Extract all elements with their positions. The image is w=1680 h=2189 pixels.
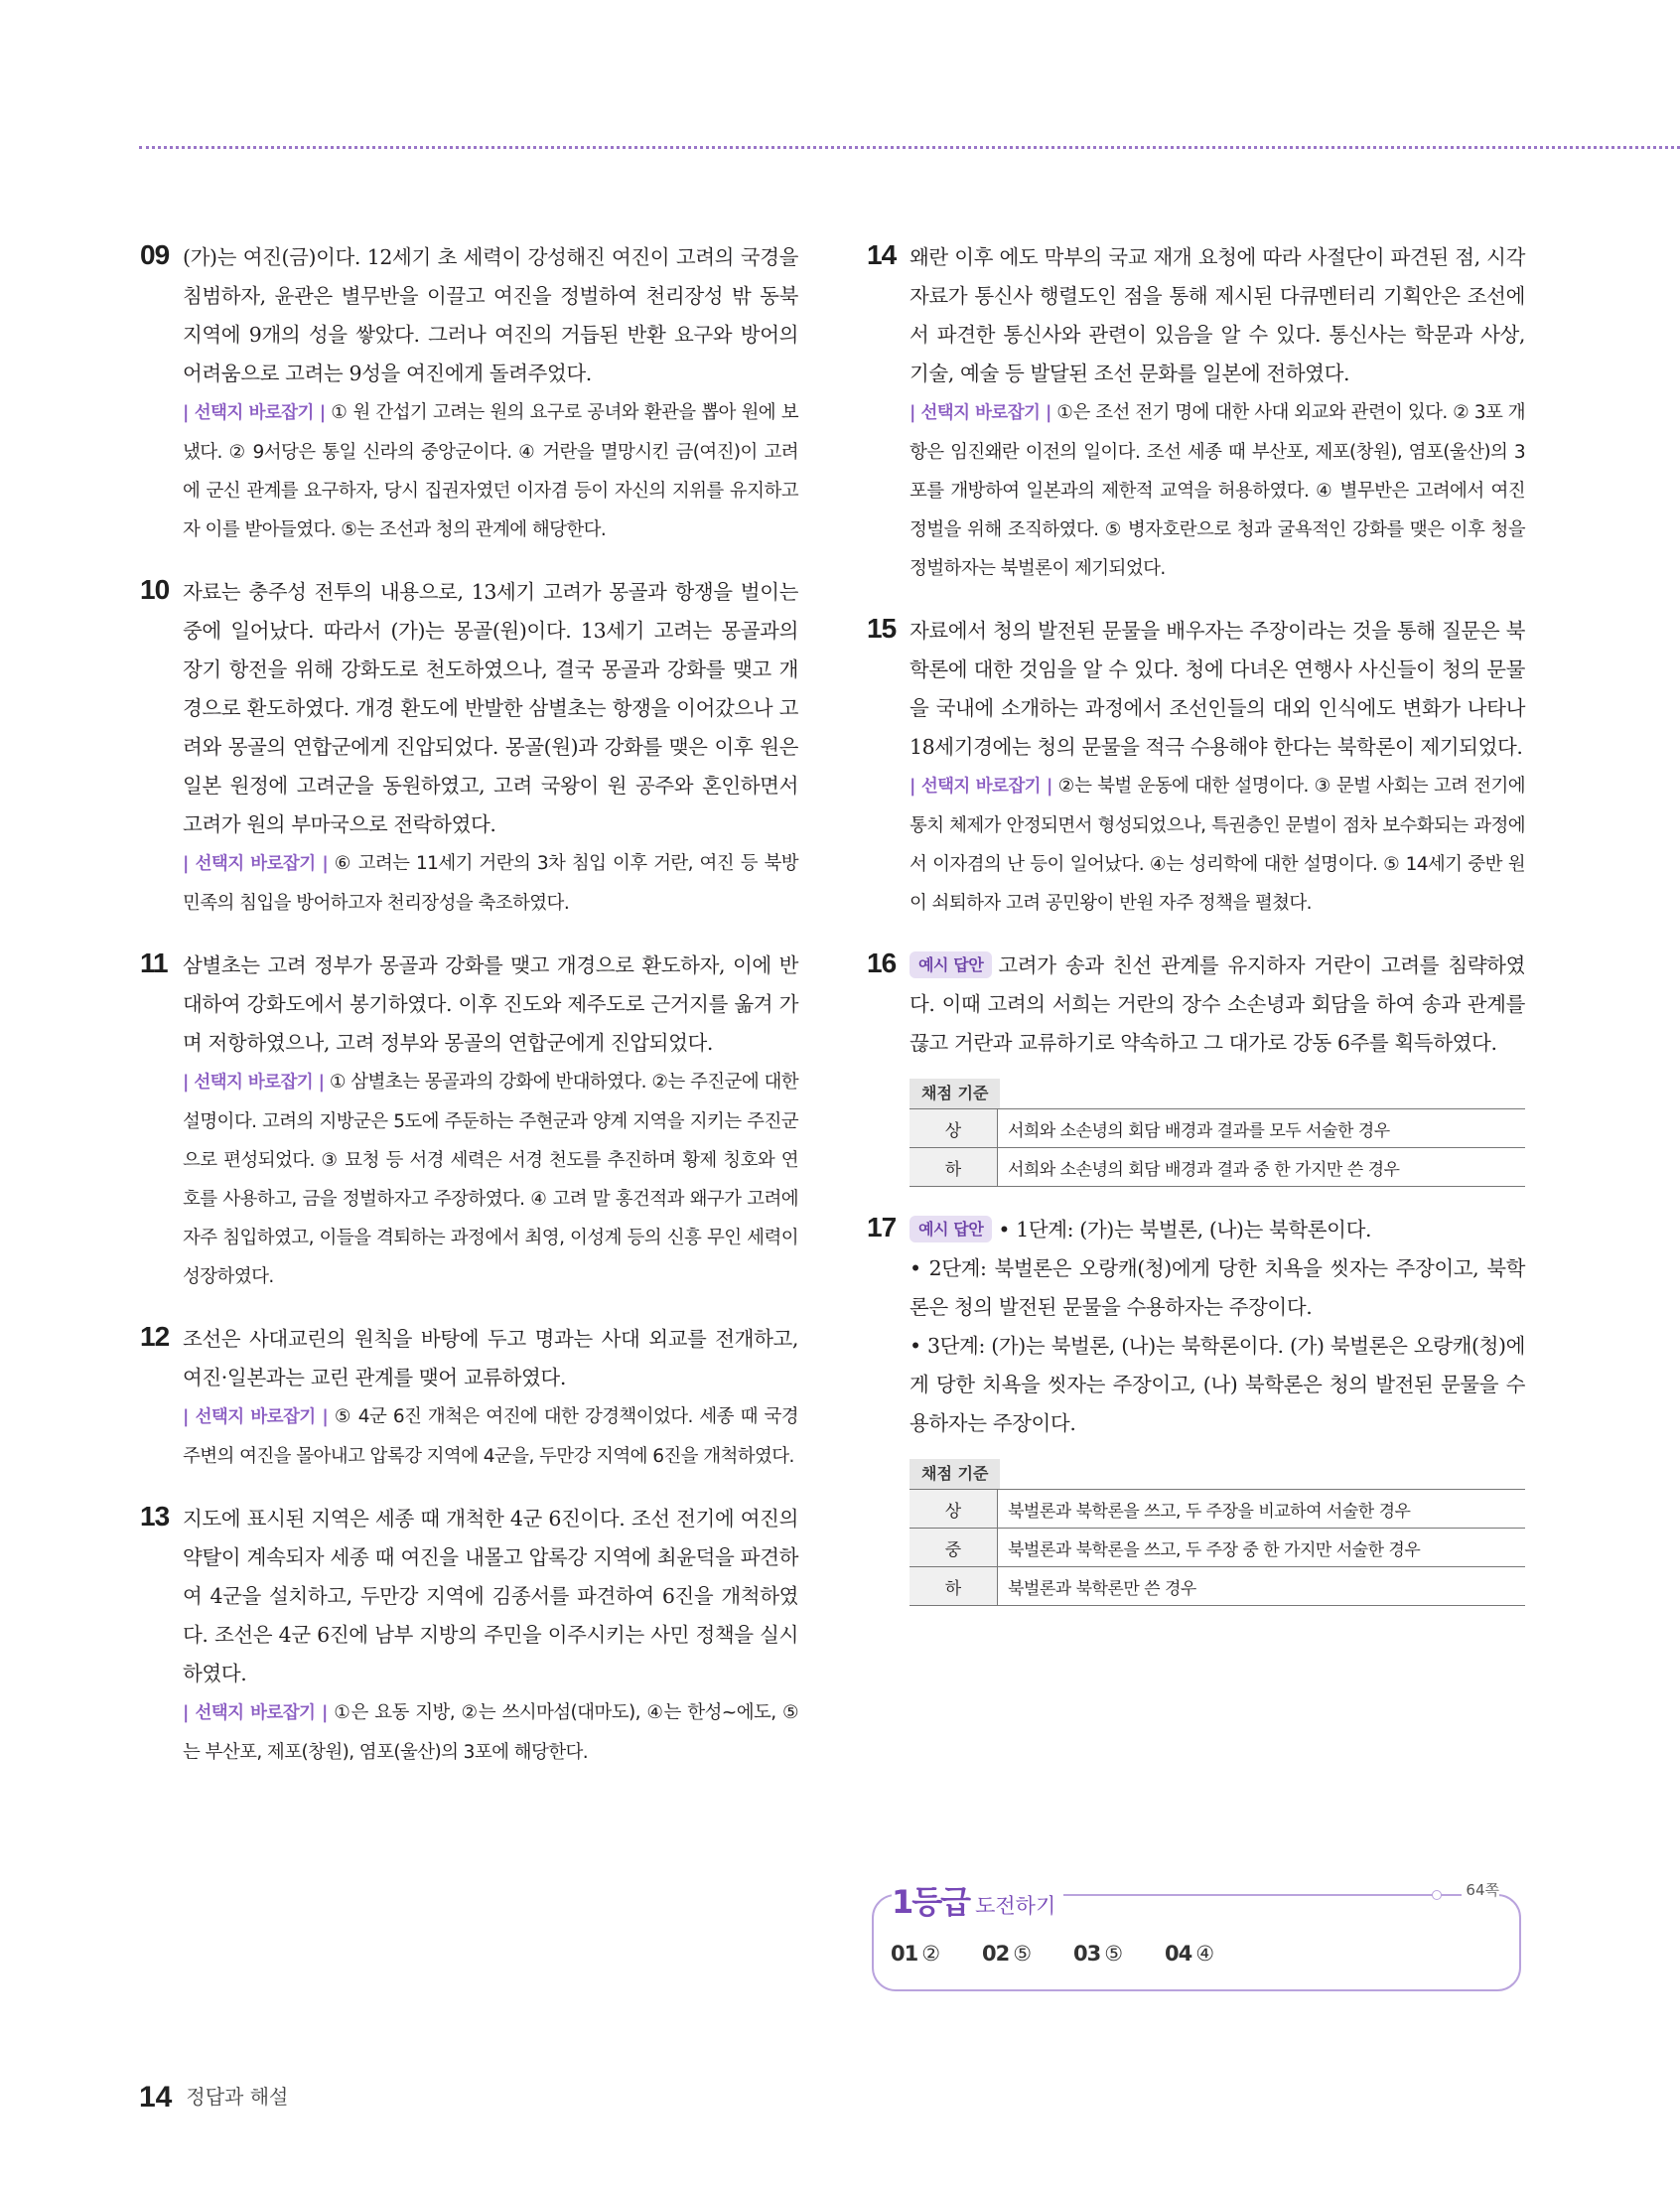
answer-12: [140, 1320, 798, 1476]
choice-correction: | 선택지 바로잡기 | ① 삼별초는 몽골과의 강화에 반대하였다. ②는 주진군에 대한 설명이다. 고려의 지방군은 5도에 주둔하는 주현군과 양계 지역을 지키는 주진군으로 편성되었다. ③ 묘청 등 서경 세력은 서경 천도를 추진하며 황제 칭호와 연호를 사용하고, 금을 정벌하자고 주장하였다. ④ 고려 말 홍건적과 왜구가 고려에 자주 침입하였고, 이들을 격퇴하는 과정에서 최영, 이성계 등의 신흥 무인 세력이 성장하였다.: [183, 1072, 799, 1287]
choice-correction: | 선택지 바로잡기 | ⑥ 고려는 11세기 거란의 3차 침입 이후 거란, 여진 등 북방 민족의 침입을 방어하고자 천리장성을 축조하였다.: [183, 853, 799, 914]
answer-item: 01 ②: [891, 1942, 941, 1966]
left-column: [140, 238, 799, 1796]
criteria-desc: 북벌론과 북학론을 쓰고, 두 주장을 비교하여 서술한 경우: [1008, 1501, 1411, 1522]
answer-16: [867, 947, 1525, 1187]
page-footer: [139, 2081, 288, 2115]
criteria-level: 중: [910, 1529, 998, 1567]
explanation: 조선은 사대교린의 원칙을 바탕에 두고 명과는 사대 외교를 전개하고, 여진·일본과는 교린 관계를 맺어 교류하였다.: [183, 1327, 798, 1389]
criteria-level: 상: [910, 1490, 998, 1529]
criteria-desc: 서희와 소손녕의 회담 배경과 결과를 모두 서술한 경우: [1008, 1120, 1390, 1141]
question-number: 09: [140, 239, 170, 270]
answer-item: 03 ⑤: [1073, 1942, 1124, 1966]
criteria-title: 채점 기준: [910, 1079, 1000, 1108]
criteria-table: [910, 1108, 1525, 1187]
criteria-table: [910, 1489, 1525, 1606]
answer-item: 04 ④: [1165, 1942, 1215, 1966]
correction-label: 선택지 바로잡기: [194, 1073, 314, 1093]
explanation: 자료에서 청의 발전된 문물을 배우자는 주장이라는 것을 통해 질문은 북학론에 대한 것임을 알 수 있다. 청에 다녀온 연행사 사신들이 청의 문물을 국내에 소개하는 과정에서 조선인들의 대외 인식에도 변화가 나타나 18세기경에는 청의 문물을 적극 수용해야 한다는 북학론이 제기되었다.: [910, 619, 1525, 759]
answer-11: [140, 947, 799, 1296]
criteria-title: 채점 기준: [910, 1459, 1000, 1489]
correction-label: 선택지 바로잡기: [920, 403, 1041, 423]
table-row: [910, 1109, 1525, 1148]
choice-correction: | 선택지 바로잡기 | ①은 조선 전기 명에 대한 사대 외교와 관련이 있다. ② 3포 개항은 임진왜란 이전의 일이다. 조선 세종 때 부산포, 제포(창원), 염포(울산)의 3포를 개방하여 일본과의 제한적 교역을 허용하였다. ④ 별무반은 고려에서 여진 정벌을 위해 조직하였다. ⑤ 병자호란으로 청과 굴욕적인 강화를 맺은 이후 청을 정벌하자는 북벌론이 제기되었다.: [910, 402, 1525, 579]
answer-13: [140, 1500, 798, 1772]
question-number: 10: [140, 574, 170, 605]
choice-correction: | 선택지 바로잡기 | ②는 북벌 운동에 대한 설명이다. ③ 문벌 사회는 고려 전기에 통치 체제가 안정되면서 형성되었으나, 특권층인 문벌이 점차 보수화되는 과정에서 이자겸의 난 등이 일어났다. ④는 성리학에 대한 설명이다. ⑤ 14세기 중반 원이 쇠퇴하자 고려 공민왕이 반원 자주 정책을 펼쳤다.: [910, 776, 1525, 914]
answer-key: [891, 1942, 1256, 1966]
explanation: 지도에 표시된 지역은 세종 때 개척한 4군 6진이다. 조선 전기에 여진의 약탈이 계속되자 세종 때 여진을 내몰고 압록강 지역에 최윤덕을 파견하여 4군을 설치하고, 두만강 지역에 김종서를 파견하여 6진을 개척하였다. 조선은 4군 6진에 남부 지방의 주민을 이주시키는 사민 정책을 실시하였다.: [183, 1507, 798, 1685]
answer-09: [140, 238, 799, 549]
choice-correction: | 선택지 바로잡기 | ①은 요동 지방, ②는 쓰시마섬(대마도), ④는 한성~에도, ⑤는 부산포, 제포(창원), 염포(울산)의 3포에 해당한다.: [183, 1702, 798, 1763]
explanation-step2: • 2단계: 북벌론은 오랑캐(청)에게 당한 치욕을 씻자는 주장이고, 북학론은 청의 발전된 문물을 수용하자는 주장이다.: [910, 1256, 1525, 1319]
scoring-criteria: [910, 1079, 1525, 1187]
criteria-desc: 서희와 소손녕의 회담 배경과 결과 중 한 가지만 쓴 경우: [1008, 1159, 1400, 1180]
criteria-level: 상: [910, 1109, 998, 1148]
question-number: 14: [867, 239, 897, 270]
question-number: 11: [140, 948, 168, 978]
criteria-level: 하: [910, 1567, 998, 1606]
table-row: [910, 1148, 1525, 1187]
explanation: 예시 답안 • 1단계: (가)는 북벌론, (나)는 북학론이다.: [910, 1211, 1525, 1249]
explanation: 자료는 충주성 전투의 내용으로, 13세기 고려가 몽골과 항쟁을 벌이는 중에 일어났다. 따라서 (가)는 몽골(원)이다. 13세기 고려는 몽골과의 장기 항전을 위해 강화도로 천도하였으나, 결국 몽골과 강화를 맺고 개경으로 환도하였다. 개경 환도에 반발한 삼별초는 항쟁을 이어갔으나 고려와 몽골의 연합군에게 진압되었다. 몽골(원)과 강화를 맺은 이후 원은 일본 원정에 고려군을 동원하였고, 고려 국왕이 원 공주와 혼인하면서 고려가 원의 부마국으로 전락하였다.: [183, 580, 798, 836]
explanation-step3: • 3단계: (가)는 북벌론, (나)는 북학론이다. (가) 북벌론은 오랑캐(청)에게 당한 치욕을 씻자는 주장이고, (나) 북학론은 청의 발전된 문물을 수용하자는 주장이다.: [910, 1334, 1525, 1435]
grade-challenge-box: [872, 1881, 1521, 1991]
answer-10: [140, 573, 799, 923]
question-number: 17: [867, 1212, 897, 1242]
circle-dot-icon: [1432, 1890, 1442, 1900]
table-row: [910, 1490, 1525, 1529]
explanation: 왜란 이후 에도 막부의 국교 재개 요청에 따라 사절단이 파견된 점, 시각 자료가 통신사 행렬도인 점을 통해 제시된 다큐멘터리 기획안은 조선에서 파견한 통신사와 관련이 있음을 알 수 있다. 통신사는 학문과 사상, 기술, 예술 등 발달된 조선 문화를 일본에 전하였다.: [910, 245, 1525, 385]
explanation: 예시 답안 고려가 송과 친선 관계를 유지하자 거란이 고려를 침략하였다. 이때 고려의 서희는 거란의 장수 소손녕과 회담을 하여 송과 관계를 끊고 거란과 교류하기로 약속하고 그 대가로 강동 6주를 획득하였다.: [910, 953, 1525, 1055]
right-column: [867, 238, 1525, 1630]
answer-14: [867, 238, 1525, 588]
scoring-criteria: [910, 1459, 1525, 1606]
criteria-desc: 북벌론과 북학론을 쓰고, 두 주장 중 한 가지만 서술한 경우: [1008, 1539, 1421, 1560]
page-reference: 64쪽: [1462, 1879, 1499, 1900]
example-answer-badge: 예시 답안: [910, 1216, 992, 1242]
explanation: (가)는 여진(금)이다. 12세기 초 세력이 강성해진 여진이 고려의 국경을 침범하자, 윤관은 별무반을 이끌고 여진을 정벌하여 천리장성 밖 동북 지역에 9개의 성을 쌓았다. 그러나 여진의 거듭된 반환 요구와 방어의 어려움으로 고려는 9성을 여진에게 돌려주었다.: [183, 245, 798, 385]
table-row: [910, 1529, 1525, 1567]
correction-label: 선택지 바로잡기: [195, 1407, 316, 1427]
correction-label: 선택지 바로잡기: [920, 777, 1041, 797]
answer-15: [867, 612, 1525, 923]
correction-label: 선택지 바로잡기: [195, 854, 316, 874]
page-number: 14: [139, 2081, 173, 2114]
correction-label: 선택지 바로잡기: [194, 403, 314, 423]
choice-correction: | 선택지 바로잡기 | ① 원 간섭기 고려는 원의 요구로 공녀와 환관을 뽑아 원에 보냈다. ② 9서당은 통일 신라의 중앙군이다. ④ 거란을 멸망시킨 금(여진)이 고려에 군신 관계를 요구하자, 당시 집권자였던 이자겸 등이 자신의 지위를 유지하고자 이를 받아들였다. ⑤는 조선과 청의 관계에 해당한다.: [183, 402, 799, 540]
question-number: 16: [867, 948, 897, 978]
criteria-level: 하: [910, 1148, 998, 1187]
choice-correction: | 선택지 바로잡기 | ⑤ 4군 6진 개척은 여진에 대한 강경책이었다. 세종 때 국경 주변의 여진을 몰아내고 압록강 지역에 4군을, 두만강 지역에 6진을 개척하였다.: [183, 1406, 798, 1467]
answer-17: [867, 1211, 1525, 1606]
question-number: 13: [140, 1501, 170, 1532]
table-row: [910, 1567, 1525, 1606]
answer-item: 02 ⑤: [982, 1942, 1033, 1966]
example-answer-badge: 예시 답안: [910, 951, 992, 978]
criteria-desc: 북벌론과 북학론만 쓴 경우: [1008, 1578, 1196, 1599]
question-number: 15: [867, 613, 897, 644]
correction-label: 선택지 바로잡기: [195, 1703, 316, 1723]
header-dotted-rule: [139, 146, 1680, 149]
grade-challenge-title: 1등급 도전하기: [892, 1877, 1063, 1923]
page-footer-title: 정답과 해설: [186, 2085, 289, 2109]
question-number: 12: [140, 1321, 170, 1352]
explanation: 삼별초는 고려 정부가 몽골과 강화를 맺고 개경으로 환도하자, 이에 반대하여 강화도에서 봉기하였다. 이후 진도와 제주도로 근거지를 옮겨 가며 저항하였으나, 고려 정부와 몽골의 연합군에게 진압되었다.: [183, 953, 798, 1055]
